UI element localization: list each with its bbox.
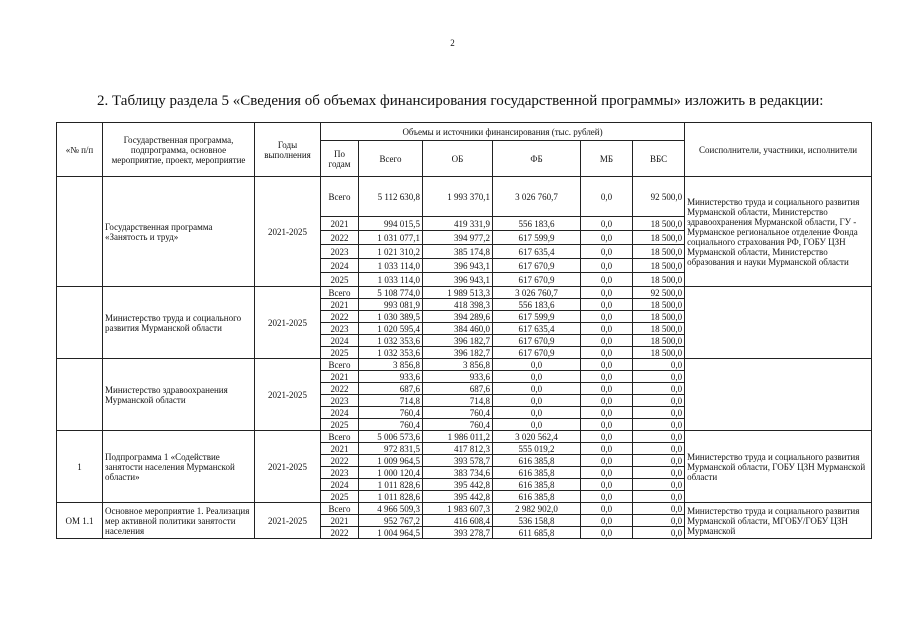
vbs-cell: 0,0 bbox=[633, 443, 685, 455]
vbs-cell: 0,0 bbox=[633, 371, 685, 383]
year-cell: 2024 bbox=[321, 335, 359, 347]
total-cell: 4 966 509,3 bbox=[359, 503, 423, 515]
financing-table-body bbox=[57, 177, 872, 539]
total-cell: 1 021 310,2 bbox=[359, 245, 423, 259]
mb-cell: 0,0 bbox=[581, 311, 633, 323]
vbs-cell: 92 500,0 bbox=[633, 177, 685, 217]
vbs-cell: 18 500,0 bbox=[633, 335, 685, 347]
total-cell: 5 108 774,0 bbox=[359, 287, 423, 299]
year-cell: 2025 bbox=[321, 273, 359, 287]
fb-cell: 0,0 bbox=[493, 359, 581, 371]
vbs-cell: 92 500,0 bbox=[633, 287, 685, 299]
fb-cell: 0,0 bbox=[493, 383, 581, 395]
ob-cell: 760,4 bbox=[423, 407, 493, 419]
vbs-cell: 18 500,0 bbox=[633, 273, 685, 287]
mb-cell: 0,0 bbox=[581, 455, 633, 467]
period: 2021-2025 bbox=[255, 359, 321, 431]
fb-cell: 3 026 760,7 bbox=[493, 287, 581, 299]
total-cell: 5 006 573,6 bbox=[359, 431, 423, 443]
fb-cell: 617 670,9 bbox=[493, 273, 581, 287]
year-cell: Всего bbox=[321, 359, 359, 371]
total-cell: 933,6 bbox=[359, 371, 423, 383]
row-number bbox=[57, 177, 103, 287]
vbs-cell: 18 500,0 bbox=[633, 323, 685, 335]
total-cell: 714,8 bbox=[359, 395, 423, 407]
ob-cell: 396 182,7 bbox=[423, 335, 493, 347]
total-cell: 1 011 828,6 bbox=[359, 491, 423, 503]
executors: Министерство труда и социального развития Мурманской области, МГОБУ/ГОБУ ЦЗН Мурманской bbox=[685, 503, 872, 539]
year-cell: 2021 bbox=[321, 217, 359, 231]
year-cell: 2021 bbox=[321, 299, 359, 311]
total-cell: 994 015,5 bbox=[359, 217, 423, 231]
table-row bbox=[57, 503, 872, 515]
fb-cell: 0,0 bbox=[493, 407, 581, 419]
ob-cell: 393 578,7 bbox=[423, 455, 493, 467]
fb-cell: 556 183,6 bbox=[493, 217, 581, 231]
executors bbox=[685, 359, 872, 431]
mb-cell: 0,0 bbox=[581, 245, 633, 259]
year-cell: 2022 bbox=[321, 455, 359, 467]
fb-cell: 0,0 bbox=[493, 395, 581, 407]
mb-cell: 0,0 bbox=[581, 231, 633, 245]
year-cell: 2021 bbox=[321, 515, 359, 527]
program-name: Государственная программа «Занятость и труд» bbox=[103, 177, 255, 287]
vbs-cell: 0,0 bbox=[633, 467, 685, 479]
total-cell: 1 032 353,6 bbox=[359, 347, 423, 359]
ob-cell: 760,4 bbox=[423, 419, 493, 431]
page-number: 2 bbox=[450, 38, 455, 48]
vbs-cell: 0,0 bbox=[633, 491, 685, 503]
vbs-cell: 0,0 bbox=[633, 431, 685, 443]
ob-cell: 395 442,8 bbox=[423, 479, 493, 491]
vbs-cell: 0,0 bbox=[633, 479, 685, 491]
fb-cell: 0,0 bbox=[493, 371, 581, 383]
fb-cell: 3 020 562,4 bbox=[493, 431, 581, 443]
period: 2021-2025 bbox=[255, 287, 321, 359]
row-number: ОМ 1.1 bbox=[57, 503, 103, 539]
ob-cell: 384 460,0 bbox=[423, 323, 493, 335]
mb-cell: 0,0 bbox=[581, 273, 633, 287]
vbs-cell: 18 500,0 bbox=[633, 311, 685, 323]
ob-cell: 385 174,8 bbox=[423, 245, 493, 259]
ob-cell: 417 812,3 bbox=[423, 443, 493, 455]
total-cell: 687,6 bbox=[359, 383, 423, 395]
year-cell: 2024 bbox=[321, 407, 359, 419]
vbs-cell: 18 500,0 bbox=[633, 245, 685, 259]
program-name: Основное мероприятие 1. Реализация мер активной политики занятости населения bbox=[103, 503, 255, 539]
year-cell: 2024 bbox=[321, 479, 359, 491]
ob-cell: 1 983 607,3 bbox=[423, 503, 493, 515]
mb-cell: 0,0 bbox=[581, 383, 633, 395]
header-mb: МБ bbox=[581, 141, 633, 177]
period: 2021-2025 bbox=[255, 431, 321, 503]
vbs-cell: 18 500,0 bbox=[633, 259, 685, 273]
total-cell: 5 112 630,8 bbox=[359, 177, 423, 217]
program-name: Министерство здравоохранения Мурманской области bbox=[103, 359, 255, 431]
total-cell: 1 020 595,4 bbox=[359, 323, 423, 335]
header-fb: ФБ bbox=[493, 141, 581, 177]
vbs-cell: 18 500,0 bbox=[633, 347, 685, 359]
fb-cell: 536 158,8 bbox=[493, 515, 581, 527]
ob-cell: 1 986 011,2 bbox=[423, 431, 493, 443]
total-cell: 1 031 077,1 bbox=[359, 231, 423, 245]
fb-cell: 617 670,9 bbox=[493, 259, 581, 273]
vbs-cell: 0,0 bbox=[633, 503, 685, 515]
ob-cell: 396 182,7 bbox=[423, 347, 493, 359]
total-cell: 1 000 120,4 bbox=[359, 467, 423, 479]
fb-cell: 616 385,8 bbox=[493, 467, 581, 479]
total-cell: 3 856,8 bbox=[359, 359, 423, 371]
vbs-cell: 0,0 bbox=[633, 407, 685, 419]
fb-cell: 611 685,8 bbox=[493, 527, 581, 539]
mb-cell: 0,0 bbox=[581, 259, 633, 273]
fb-cell: 617 635,4 bbox=[493, 323, 581, 335]
year-cell: Всего bbox=[321, 177, 359, 217]
fb-cell: 616 385,8 bbox=[493, 479, 581, 491]
vbs-cell: 18 500,0 bbox=[633, 231, 685, 245]
total-cell: 1 030 389,5 bbox=[359, 311, 423, 323]
mb-cell: 0,0 bbox=[581, 217, 633, 231]
ob-cell: 394 977,2 bbox=[423, 231, 493, 245]
fb-cell: 556 183,6 bbox=[493, 299, 581, 311]
year-cell: Всего bbox=[321, 431, 359, 443]
year-cell: 2021 bbox=[321, 443, 359, 455]
total-cell: 1 032 353,6 bbox=[359, 335, 423, 347]
table-row bbox=[57, 177, 872, 217]
mb-cell: 0,0 bbox=[581, 491, 633, 503]
fb-cell: 2 982 902,0 bbox=[493, 503, 581, 515]
financing-table bbox=[56, 122, 872, 539]
mb-cell: 0,0 bbox=[581, 359, 633, 371]
total-cell: 972 831,5 bbox=[359, 443, 423, 455]
vbs-cell: 0,0 bbox=[633, 455, 685, 467]
table-row bbox=[57, 431, 872, 443]
fb-cell: 616 385,8 bbox=[493, 455, 581, 467]
vbs-cell: 18 500,0 bbox=[633, 217, 685, 231]
mb-cell: 0,0 bbox=[581, 419, 633, 431]
table-row bbox=[57, 359, 872, 371]
row-number bbox=[57, 287, 103, 359]
total-cell: 1 009 964,5 bbox=[359, 455, 423, 467]
year-cell: 2022 bbox=[321, 311, 359, 323]
year-cell: 2025 bbox=[321, 347, 359, 359]
year-cell: Всего bbox=[321, 503, 359, 515]
total-cell: 952 767,2 bbox=[359, 515, 423, 527]
total-cell: 760,4 bbox=[359, 419, 423, 431]
fb-cell: 617 635,4 bbox=[493, 245, 581, 259]
header-ob: ОБ bbox=[423, 141, 493, 177]
ob-cell: 393 278,7 bbox=[423, 527, 493, 539]
mb-cell: 0,0 bbox=[581, 515, 633, 527]
fb-cell: 616 385,8 bbox=[493, 491, 581, 503]
program-name: Подпрограмма 1 «Содействие занятости населения Мурманской области» bbox=[103, 431, 255, 503]
period: 2021-2025 bbox=[255, 503, 321, 539]
ob-cell: 714,8 bbox=[423, 395, 493, 407]
fb-cell: 3 026 760,7 bbox=[493, 177, 581, 217]
executors: Министерство труда и социального развития Мурманской области, Министерство здравоохранения Мурманской области, ГУ - Мурманское региональное отделение Фонда социального страхования РФ, ГОБУ ЦЗН Мурманской области, Министерство образования и науки Мурманской области bbox=[685, 177, 872, 287]
vbs-cell: 0,0 bbox=[633, 395, 685, 407]
mb-cell: 0,0 bbox=[581, 443, 633, 455]
mb-cell: 0,0 bbox=[581, 323, 633, 335]
year-cell: Всего bbox=[321, 287, 359, 299]
mb-cell: 0,0 bbox=[581, 177, 633, 217]
ob-cell: 687,6 bbox=[423, 383, 493, 395]
ob-cell: 383 734,6 bbox=[423, 467, 493, 479]
year-cell: 2023 bbox=[321, 245, 359, 259]
fb-cell: 0,0 bbox=[493, 419, 581, 431]
mb-cell: 0,0 bbox=[581, 431, 633, 443]
ob-cell: 1 993 370,1 bbox=[423, 177, 493, 217]
vbs-cell: 0,0 bbox=[633, 383, 685, 395]
ob-cell: 933,6 bbox=[423, 371, 493, 383]
year-cell: 2023 bbox=[321, 323, 359, 335]
fb-cell: 617 670,9 bbox=[493, 347, 581, 359]
ob-cell: 394 289,6 bbox=[423, 311, 493, 323]
ob-cell: 416 608,4 bbox=[423, 515, 493, 527]
header-program: Государственная программа, подпрограмма, основное мероприятие, проект, мероприятие bbox=[103, 123, 255, 177]
year-cell: 2023 bbox=[321, 395, 359, 407]
year-cell: 2021 bbox=[321, 371, 359, 383]
row-number bbox=[57, 359, 103, 431]
mb-cell: 0,0 bbox=[581, 467, 633, 479]
row-number: 1 bbox=[57, 431, 103, 503]
program-name: Министерство труда и социального развития Мурманской области bbox=[103, 287, 255, 359]
header-financing: Объемы и источники финансирования (тыс. рублей) bbox=[321, 123, 685, 141]
vbs-cell: 18 500,0 bbox=[633, 299, 685, 311]
mb-cell: 0,0 bbox=[581, 407, 633, 419]
ob-cell: 418 398,3 bbox=[423, 299, 493, 311]
fb-cell: 617 599,9 bbox=[493, 231, 581, 245]
executors: Министерство труда и социального развития Мурманской области, ГОБУ ЦЗН Мурманской области bbox=[685, 431, 872, 503]
year-cell: 2024 bbox=[321, 259, 359, 273]
year-cell: 2025 bbox=[321, 491, 359, 503]
section-heading: 2. Таблицу раздела 5 «Сведения об объемах финансирования государственной программы» изложить в редакции: bbox=[97, 93, 824, 109]
year-cell: 2025 bbox=[321, 419, 359, 431]
executors bbox=[685, 287, 872, 359]
mb-cell: 0,0 bbox=[581, 287, 633, 299]
header-by-years: По годам bbox=[321, 141, 359, 177]
mb-cell: 0,0 bbox=[581, 299, 633, 311]
mb-cell: 0,0 bbox=[581, 335, 633, 347]
total-cell: 1 033 114,0 bbox=[359, 273, 423, 287]
vbs-cell: 0,0 bbox=[633, 359, 685, 371]
mb-cell: 0,0 bbox=[581, 527, 633, 539]
total-cell: 1 033 114,0 bbox=[359, 259, 423, 273]
ob-cell: 1 989 513,3 bbox=[423, 287, 493, 299]
mb-cell: 0,0 bbox=[581, 479, 633, 491]
mb-cell: 0,0 bbox=[581, 371, 633, 383]
total-cell: 1 011 828,6 bbox=[359, 479, 423, 491]
fb-cell: 555 019,2 bbox=[493, 443, 581, 455]
fb-cell: 617 599,9 bbox=[493, 311, 581, 323]
mb-cell: 0,0 bbox=[581, 395, 633, 407]
header-executors: Соисполнители, участники, исполнители bbox=[685, 123, 872, 177]
total-cell: 993 081,9 bbox=[359, 299, 423, 311]
ob-cell: 396 943,1 bbox=[423, 259, 493, 273]
vbs-cell: 0,0 bbox=[633, 419, 685, 431]
fb-cell: 617 670,9 bbox=[493, 335, 581, 347]
header-years: Годы выполнения bbox=[255, 123, 321, 177]
header-total: Всего bbox=[359, 141, 423, 177]
header-vbs: ВБС bbox=[633, 141, 685, 177]
period: 2021-2025 bbox=[255, 177, 321, 287]
total-cell: 1 004 964,5 bbox=[359, 527, 423, 539]
vbs-cell: 0,0 bbox=[633, 527, 685, 539]
ob-cell: 419 331,9 bbox=[423, 217, 493, 231]
ob-cell: 395 442,8 bbox=[423, 491, 493, 503]
header-num: «№ п/п bbox=[57, 123, 103, 177]
ob-cell: 396 943,1 bbox=[423, 273, 493, 287]
total-cell: 760,4 bbox=[359, 407, 423, 419]
mb-cell: 0,0 bbox=[581, 347, 633, 359]
year-cell: 2022 bbox=[321, 383, 359, 395]
ob-cell: 3 856,8 bbox=[423, 359, 493, 371]
year-cell: 2022 bbox=[321, 527, 359, 539]
vbs-cell: 0,0 bbox=[633, 515, 685, 527]
table-row bbox=[57, 287, 872, 299]
year-cell: 2023 bbox=[321, 467, 359, 479]
mb-cell: 0,0 bbox=[581, 503, 633, 515]
year-cell: 2022 bbox=[321, 231, 359, 245]
